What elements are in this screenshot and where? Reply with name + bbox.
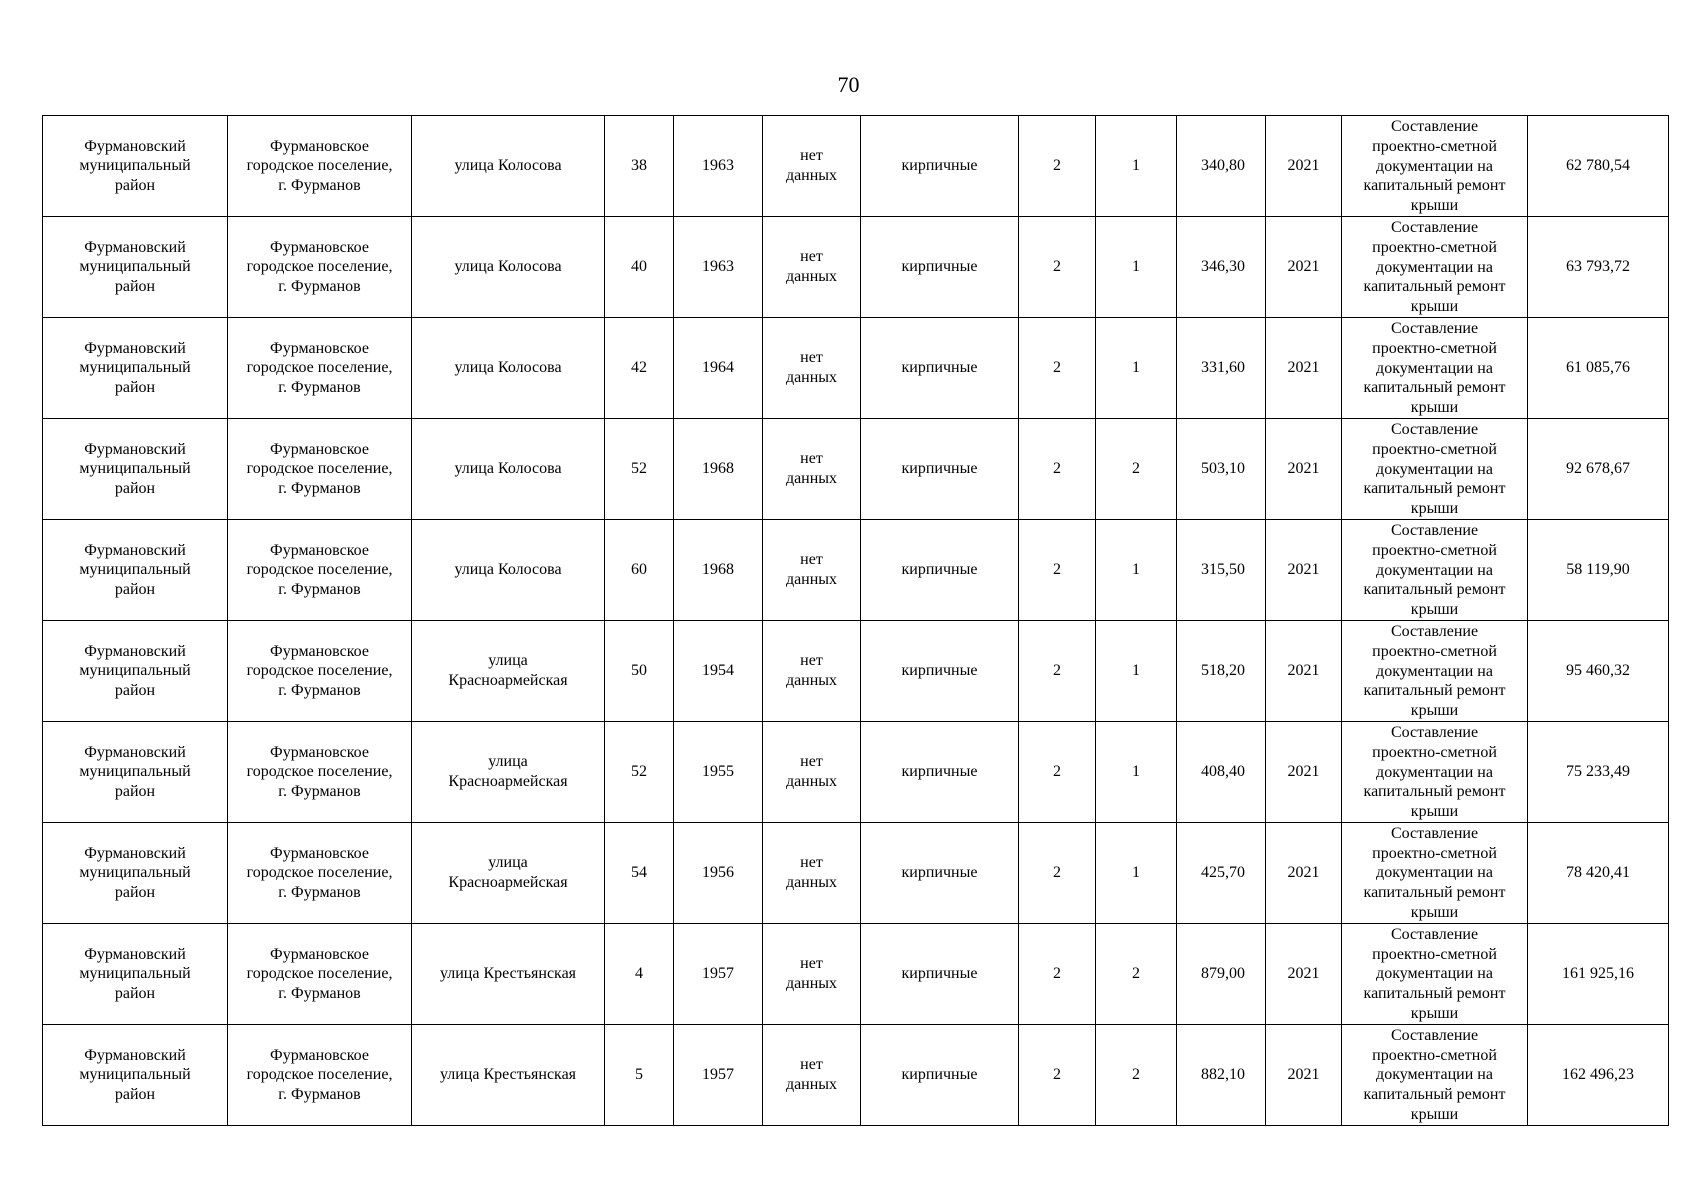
cell-text-line: Фурмановский xyxy=(84,440,186,458)
cell-cost: 92 678,67 xyxy=(1528,418,1669,519)
cell-text-line: проектно-сметной xyxy=(1372,238,1497,256)
cell-text-line: Фурмановское xyxy=(270,238,369,256)
cell-settlement xyxy=(228,1024,412,1125)
table-row xyxy=(43,721,1669,822)
cell-work-type xyxy=(1342,519,1528,620)
table-row xyxy=(43,923,1669,1024)
cell-settlement xyxy=(228,923,412,1024)
housing-registry-table xyxy=(42,115,1669,1126)
cell-work-type xyxy=(1342,216,1528,317)
cell-floors: 2 xyxy=(1019,116,1096,217)
cell-work-type xyxy=(1342,1024,1528,1125)
cell-text-line: Составление xyxy=(1390,420,1479,438)
cell-build-year: 1963 xyxy=(674,116,763,217)
table-row xyxy=(43,620,1669,721)
cell-text-line: муниципальный xyxy=(79,460,191,478)
cell-text-line: городское поселение, xyxy=(246,460,393,478)
cell-wall-material: кирпичные xyxy=(861,519,1019,620)
cell-text-line: проектно-сметной xyxy=(1372,743,1497,761)
cell-text-line: улица Крестьянская xyxy=(439,965,577,983)
cell-entrances: 1 xyxy=(1096,519,1177,620)
cell-text-line: нет xyxy=(800,450,823,468)
cell-text-line: Составление xyxy=(1390,319,1479,337)
table-row xyxy=(43,822,1669,923)
cell-settlement xyxy=(228,822,412,923)
cell-house-number: 38 xyxy=(605,116,674,217)
cell-text-line: г. Фурманов xyxy=(278,984,361,1002)
cell-build-year: 1957 xyxy=(674,1024,763,1125)
cell-text-line: городское поселение, xyxy=(246,258,393,276)
cell-text-line: капитальный ремонт xyxy=(1363,985,1506,1003)
cell-wall-material: кирпичные xyxy=(861,317,1019,418)
cell-text-line: данных xyxy=(785,570,838,588)
cell-wall-material: кирпичные xyxy=(861,418,1019,519)
cell-status xyxy=(763,519,861,620)
cell-text-line: данных xyxy=(785,267,838,285)
cell-text-line: нет xyxy=(800,551,823,569)
table-row xyxy=(43,116,1669,217)
cell-text-line: Составление xyxy=(1390,723,1479,741)
cell-text-line: Фурмановский xyxy=(84,339,186,357)
cell-street xyxy=(412,317,605,418)
cell-settlement xyxy=(228,317,412,418)
cell-text-line: данных xyxy=(785,1075,838,1093)
cell-text-line: данных xyxy=(785,772,838,790)
cell-build-year: 1955 xyxy=(674,721,763,822)
table-row xyxy=(43,216,1669,317)
cell-text-line: г. Фурманов xyxy=(278,277,361,295)
cell-street xyxy=(412,216,605,317)
cell-text-line: нет xyxy=(800,349,823,367)
cell-text-line: улица xyxy=(488,753,528,771)
cell-district xyxy=(43,1024,228,1125)
cell-text-line: документации на xyxy=(1376,359,1493,377)
cell-entrances: 2 xyxy=(1096,1024,1177,1125)
cell-text-line: муниципальный xyxy=(79,965,191,983)
cell-plan-year: 2021 xyxy=(1266,721,1342,822)
cell-text-line: Фурмановское xyxy=(270,743,369,761)
cell-text-line: г. Фурманов xyxy=(278,378,361,396)
cell-area: 425,70 xyxy=(1177,822,1266,923)
cell-cost: 63 793,72 xyxy=(1528,216,1669,317)
cell-text-line: район xyxy=(114,1085,156,1103)
cell-text-line: улица Колосова xyxy=(454,561,562,579)
cell-text-line: улица Крестьянская xyxy=(439,1066,577,1084)
cell-floors: 2 xyxy=(1019,1024,1096,1125)
cell-text-line: городское поселение, xyxy=(246,763,393,781)
cell-text-line: район xyxy=(114,883,156,901)
cell-district xyxy=(43,721,228,822)
cell-text-line: Фурмановское xyxy=(270,440,369,458)
cell-status xyxy=(763,116,861,217)
cell-house-number: 40 xyxy=(605,216,674,317)
cell-text-line: район xyxy=(114,782,156,800)
cell-street xyxy=(412,116,605,217)
cell-work-type xyxy=(1342,721,1528,822)
cell-text-line: проектно-сметной xyxy=(1372,642,1497,660)
cell-text-line: проектно-сметной xyxy=(1372,541,1497,559)
cell-house-number: 42 xyxy=(605,317,674,418)
cell-text-line: нет xyxy=(800,854,823,872)
cell-text-line: проектно-сметной xyxy=(1372,1046,1497,1064)
cell-text-line: Составление xyxy=(1390,1026,1479,1044)
cell-text-line: Фурмановское xyxy=(270,945,369,963)
cell-work-type xyxy=(1342,620,1528,721)
cell-district xyxy=(43,116,228,217)
cell-text-line: нет xyxy=(800,955,823,973)
cell-text-line: г. Фурманов xyxy=(278,681,361,699)
cell-text-line: данных xyxy=(785,469,838,487)
cell-status xyxy=(763,317,861,418)
cell-floors: 2 xyxy=(1019,721,1096,822)
cell-text-line: крыши xyxy=(1410,298,1459,316)
cell-text-line: улица Колосова xyxy=(454,359,562,377)
cell-plan-year: 2021 xyxy=(1266,116,1342,217)
cell-text-line: данных xyxy=(785,974,838,992)
cell-district xyxy=(43,418,228,519)
cell-text-line: городское поселение, xyxy=(246,561,393,579)
cell-text-line: Фурмановское xyxy=(270,844,369,862)
cell-plan-year: 2021 xyxy=(1266,822,1342,923)
cell-work-type xyxy=(1342,116,1528,217)
table-body xyxy=(43,116,1669,1126)
cell-wall-material: кирпичные xyxy=(861,216,1019,317)
cell-text-line: муниципальный xyxy=(79,561,191,579)
cell-text-line: крыши xyxy=(1410,197,1459,215)
cell-text-line: муниципальный xyxy=(79,359,191,377)
cell-status xyxy=(763,620,861,721)
cell-area: 346,30 xyxy=(1177,216,1266,317)
cell-status xyxy=(763,923,861,1024)
cell-text-line: крыши xyxy=(1410,904,1459,922)
table-row xyxy=(43,317,1669,418)
cell-text-line: район xyxy=(114,378,156,396)
cell-text-line: документации на xyxy=(1376,763,1493,781)
cell-street xyxy=(412,721,605,822)
cell-text-line: данных xyxy=(785,671,838,689)
cell-street xyxy=(412,418,605,519)
cell-text-line: капитальный ремонт xyxy=(1363,379,1506,397)
cell-cost: 62 780,54 xyxy=(1528,116,1669,217)
cell-wall-material: кирпичные xyxy=(861,1024,1019,1125)
cell-text-line: муниципальный xyxy=(79,258,191,276)
cell-entrances: 2 xyxy=(1096,923,1177,1024)
cell-text-line: улица xyxy=(488,854,528,872)
cell-text-line: крыши xyxy=(1410,1005,1459,1023)
cell-plan-year: 2021 xyxy=(1266,923,1342,1024)
cell-text-line: г. Фурманов xyxy=(278,176,361,194)
cell-wall-material: кирпичные xyxy=(861,721,1019,822)
cell-text-line: Фурмановский xyxy=(84,541,186,559)
cell-text-line: капитальный ремонт xyxy=(1363,783,1506,801)
cell-area: 882,10 xyxy=(1177,1024,1266,1125)
cell-settlement xyxy=(228,418,412,519)
cell-settlement xyxy=(228,116,412,217)
cell-text-line: нет xyxy=(800,147,823,165)
cell-text-line: г. Фурманов xyxy=(278,782,361,800)
cell-text-line: район xyxy=(114,176,156,194)
cell-text-line: нет xyxy=(800,248,823,266)
page-number: 70 xyxy=(837,72,860,97)
cell-text-line: район xyxy=(114,277,156,295)
cell-area: 315,50 xyxy=(1177,519,1266,620)
cell-text-line: район xyxy=(114,580,156,598)
cell-district xyxy=(43,216,228,317)
cell-text-line: документации на xyxy=(1376,965,1493,983)
cell-text-line: документации на xyxy=(1376,561,1493,579)
cell-floors: 2 xyxy=(1019,923,1096,1024)
cell-text-line: крыши xyxy=(1410,803,1459,821)
cell-text-line: капитальный ремонт xyxy=(1363,1086,1506,1104)
cell-cost: 58 119,90 xyxy=(1528,519,1669,620)
cell-text-line: крыши xyxy=(1410,702,1459,720)
cell-plan-year: 2021 xyxy=(1266,1024,1342,1125)
cell-floors: 2 xyxy=(1019,519,1096,620)
cell-text-line: Красноармейская xyxy=(448,671,568,689)
cell-area: 879,00 xyxy=(1177,923,1266,1024)
cell-text-line: Составление xyxy=(1390,521,1479,539)
cell-text-line: улица Колосова xyxy=(454,258,562,276)
cell-build-year: 1957 xyxy=(674,923,763,1024)
cell-text-line: г. Фурманов xyxy=(278,883,361,901)
cell-floors: 2 xyxy=(1019,216,1096,317)
cell-text-line: проектно-сметной xyxy=(1372,945,1497,963)
cell-text-line: муниципальный xyxy=(79,864,191,882)
cell-text-line: Фурмановское xyxy=(270,642,369,660)
cell-work-type xyxy=(1342,418,1528,519)
cell-entrances: 1 xyxy=(1096,822,1177,923)
cell-text-line: район xyxy=(114,984,156,1002)
cell-area: 518,20 xyxy=(1177,620,1266,721)
cell-work-type xyxy=(1342,822,1528,923)
cell-text-line: капитальный ремонт xyxy=(1363,480,1506,498)
cell-status xyxy=(763,1024,861,1125)
cell-plan-year: 2021 xyxy=(1266,216,1342,317)
cell-build-year: 1963 xyxy=(674,216,763,317)
cell-text-line: документации на xyxy=(1376,662,1493,680)
cell-text-line: крыши xyxy=(1410,601,1459,619)
cell-entrances: 1 xyxy=(1096,116,1177,217)
cell-area: 340,80 xyxy=(1177,116,1266,217)
cell-text-line: капитальный ремонт xyxy=(1363,884,1506,902)
cell-wall-material: кирпичные xyxy=(861,620,1019,721)
cell-house-number: 4 xyxy=(605,923,674,1024)
cell-text-line: Фурмановское xyxy=(270,339,369,357)
cell-settlement xyxy=(228,519,412,620)
cell-text-line: проектно-сметной xyxy=(1372,137,1497,155)
cell-text-line: городское поселение, xyxy=(246,157,393,175)
cell-text-line: улица Колосова xyxy=(454,460,562,478)
cell-text-line: Красноармейская xyxy=(448,772,568,790)
cell-settlement xyxy=(228,216,412,317)
cell-text-line: крыши xyxy=(1410,500,1459,518)
cell-house-number: 54 xyxy=(605,822,674,923)
cell-text-line: городское поселение, xyxy=(246,965,393,983)
cell-text-line: документации на xyxy=(1376,157,1493,175)
cell-house-number: 5 xyxy=(605,1024,674,1125)
cell-wall-material: кирпичные xyxy=(861,822,1019,923)
cell-plan-year: 2021 xyxy=(1266,620,1342,721)
cell-text-line: Составление xyxy=(1390,622,1479,640)
cell-text-line: Составление xyxy=(1390,218,1479,236)
cell-text-line: капитальный ремонт xyxy=(1363,581,1506,599)
cell-text-line: Фурмановский xyxy=(84,945,186,963)
cell-wall-material: кирпичные xyxy=(861,116,1019,217)
cell-text-line: улица Колосова xyxy=(454,157,562,175)
cell-text-line: Фурмановский xyxy=(84,844,186,862)
cell-text-line: Составление xyxy=(1390,824,1479,842)
cell-settlement xyxy=(228,721,412,822)
cell-text-line: Красноармейская xyxy=(448,873,568,891)
cell-text-line: Фурмановский xyxy=(84,642,186,660)
cell-text-line: Фурмановский xyxy=(84,238,186,256)
cell-text-line: документации на xyxy=(1376,864,1493,882)
cell-text-line: Составление xyxy=(1390,925,1479,943)
cell-text-line: документации на xyxy=(1376,1066,1493,1084)
table-row xyxy=(43,1024,1669,1125)
cell-house-number: 60 xyxy=(605,519,674,620)
cell-text-line: район xyxy=(114,681,156,699)
cell-entrances: 1 xyxy=(1096,317,1177,418)
cell-text-line: Фурмановское xyxy=(270,137,369,155)
cell-floors: 2 xyxy=(1019,620,1096,721)
cell-text-line: Фурмановский xyxy=(84,743,186,761)
cell-street xyxy=(412,822,605,923)
cell-text-line: нет xyxy=(800,753,823,771)
cell-text-line: документации на xyxy=(1376,460,1493,478)
cell-work-type xyxy=(1342,317,1528,418)
cell-area: 331,60 xyxy=(1177,317,1266,418)
cell-text-line: городское поселение, xyxy=(246,1066,393,1084)
cell-status xyxy=(763,418,861,519)
cell-build-year: 1968 xyxy=(674,519,763,620)
cell-status xyxy=(763,216,861,317)
cell-text-line: данных xyxy=(785,166,838,184)
cell-text-line: городское поселение, xyxy=(246,359,393,377)
cell-text-line: данных xyxy=(785,368,838,386)
cell-district xyxy=(43,519,228,620)
cell-text-line: городское поселение, xyxy=(246,864,393,882)
cell-plan-year: 2021 xyxy=(1266,418,1342,519)
cell-district xyxy=(43,620,228,721)
cell-text-line: г. Фурманов xyxy=(278,1085,361,1103)
cell-text-line: капитальный ремонт xyxy=(1363,278,1506,296)
cell-text-line: нет xyxy=(800,652,823,670)
cell-floors: 2 xyxy=(1019,317,1096,418)
table-row xyxy=(43,418,1669,519)
cell-text-line: данных xyxy=(785,873,838,891)
cell-text-line: Фурмановское xyxy=(270,541,369,559)
cell-status xyxy=(763,822,861,923)
cell-plan-year: 2021 xyxy=(1266,317,1342,418)
cell-cost: 75 233,49 xyxy=(1528,721,1669,822)
cell-cost: 95 460,32 xyxy=(1528,620,1669,721)
cell-entrances: 1 xyxy=(1096,620,1177,721)
cell-entrances: 1 xyxy=(1096,721,1177,822)
cell-text-line: проектно-сметной xyxy=(1372,440,1497,458)
cell-text-line: нет xyxy=(800,1056,823,1074)
cell-build-year: 1968 xyxy=(674,418,763,519)
cell-text-line: проектно-сметной xyxy=(1372,844,1497,862)
cell-house-number: 52 xyxy=(605,418,674,519)
cell-text-line: Составление xyxy=(1390,118,1479,135)
cell-cost: 61 085,76 xyxy=(1528,317,1669,418)
cell-text-line: Фурмановский xyxy=(84,1046,186,1064)
cell-text-line: Фурмановское xyxy=(270,1046,369,1064)
cell-street xyxy=(412,923,605,1024)
cell-text-line: улица xyxy=(488,652,528,670)
cell-house-number: 50 xyxy=(605,620,674,721)
cell-text-line: крыши xyxy=(1410,1106,1459,1124)
cell-cost: 161 925,16 xyxy=(1528,923,1669,1024)
cell-floors: 2 xyxy=(1019,418,1096,519)
cell-district xyxy=(43,923,228,1024)
cell-text-line: район xyxy=(114,479,156,497)
cell-text-line: документации на xyxy=(1376,258,1493,276)
cell-build-year: 1964 xyxy=(674,317,763,418)
cell-text-line: г. Фурманов xyxy=(278,580,361,598)
cell-text-line: муниципальный xyxy=(79,1066,191,1084)
cell-entrances: 2 xyxy=(1096,418,1177,519)
cell-street xyxy=(412,519,605,620)
cell-street xyxy=(412,1024,605,1125)
cell-area: 503,10 xyxy=(1177,418,1266,519)
cell-street xyxy=(412,620,605,721)
cell-text-line: муниципальный xyxy=(79,763,191,781)
cell-build-year: 1956 xyxy=(674,822,763,923)
cell-text-line: Фурмановский xyxy=(84,137,186,155)
cell-text-line: капитальный ремонт xyxy=(1363,177,1506,195)
cell-cost: 78 420,41 xyxy=(1528,822,1669,923)
cell-district xyxy=(43,317,228,418)
cell-district xyxy=(43,822,228,923)
cell-area: 408,40 xyxy=(1177,721,1266,822)
cell-plan-year: 2021 xyxy=(1266,519,1342,620)
cell-text-line: проектно-сметной xyxy=(1372,339,1497,357)
cell-entrances: 1 xyxy=(1096,216,1177,317)
cell-text-line: городское поселение, xyxy=(246,662,393,680)
cell-text-line: муниципальный xyxy=(79,157,191,175)
cell-text-line: капитальный ремонт xyxy=(1363,682,1506,700)
cell-text-line: крыши xyxy=(1410,399,1459,417)
cell-status xyxy=(763,721,861,822)
cell-cost: 162 496,23 xyxy=(1528,1024,1669,1125)
cell-house-number: 52 xyxy=(605,721,674,822)
cell-work-type xyxy=(1342,923,1528,1024)
table-row xyxy=(43,519,1669,620)
cell-text-line: г. Фурманов xyxy=(278,479,361,497)
cell-build-year: 1954 xyxy=(674,620,763,721)
cell-settlement xyxy=(228,620,412,721)
cell-text-line: муниципальный xyxy=(79,662,191,680)
cell-floors: 2 xyxy=(1019,822,1096,923)
cell-wall-material: кирпичные xyxy=(861,923,1019,1024)
